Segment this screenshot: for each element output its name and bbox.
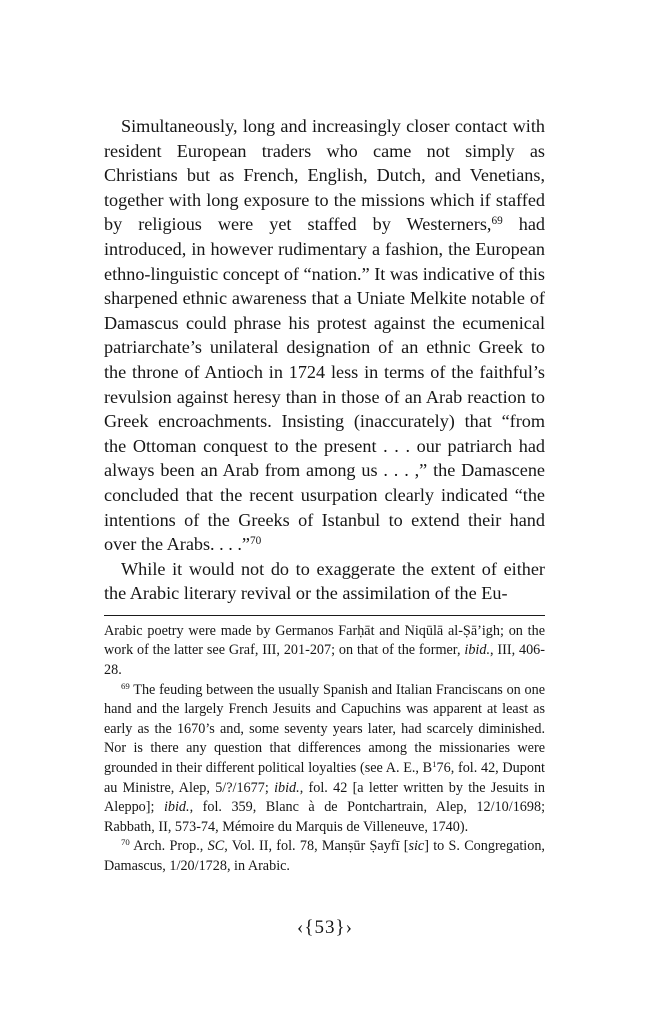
footnote-number: 70 [121, 837, 130, 848]
footnote-divider [104, 615, 545, 616]
main-text [104, 114, 545, 606]
page-body [104, 114, 545, 877]
footnote-continued: Arabic poetry were made by Germanos Farḥāt and Niqūlā al-Ṣā’igh; on the work of the latter see Graf, III, 201-207; on that of the former, ibid., III, 406-28. [104, 622, 546, 679]
paragraph-text: Simultaneously, long and increasingly closer contact with resident European traders who came not simply as Christians but as French, English, Dutch, and Venetians, together with long exposure to the missions which if staffed by religious were yet staffed by Westerners, [104, 116, 545, 235]
footnote-69: $^{69}$ The feuding between the usually Spanish and Italian Franciscans on one hand and the largely French Jesuits and Capuchins was apparent at least as early as the 1670’s and, some seventy years later, had scarcely diminished. Nor is there any question that differences among the missionaries were grounded in their different political loyalties (see A. E., $B^176$, fol. 42, Dupont au Ministre, Alep, 5/?/1677; ibid., fol. 42 [a letter written by the Jesuits in Aleppo]; ibid., fol. 359, Blanc à de Pontchartrain, Alep, 12/10/1698; Rabbath, II, 573-74, Mémoire du Marquis de Villeneuve, 1740). [104, 680, 546, 835]
page-number: ‹{53}› [297, 917, 353, 938]
footnotes [104, 622, 545, 877]
footnote-70: $^{70}$ Arch. Prop., SC, Vol. II, fol. 78, Manṣūr Ṣayfī [sic] to S. Congregation, Damascus, 1/20/1728, in Arabic. [104, 837, 545, 874]
footnote-ref-70: 70 [249, 534, 262, 547]
paragraph [104, 114, 545, 557]
paragraph [104, 557, 545, 606]
footnote-number: 69 [121, 680, 130, 691]
paragraph-text: had introduced, in however rudimentary a fashion, the European ethno-linguistic concept of “nation.” It was indicative of this sharpened ethnic awareness that a Uniate Melkite notable of Damascus could phrase his protest against the ecumenical patriarchate’s unilateral designation of an ethnic Greek to the throne of Antioch in 1724 less in terms of the faithful’s revulsion against heresy than in those of an Arab reaction to Greek encroachments. Insisting (inaccurately) that “from the Ottoman conquest to the present . . . our patriarch had always been an Arab from among us . . . ,” the Damascene concluded that the recent usurpation clearly indicated “the intentions of the Greeks of Istanbul to extend their hand over the Arabs. . . .” [104, 214, 546, 555]
paragraph-text: While it would not do to exaggerate the extent of either the Arabic literary revival or the assimilation of the Eu- [104, 558, 545, 604]
footnote-ref-69: 69 [491, 215, 503, 228]
